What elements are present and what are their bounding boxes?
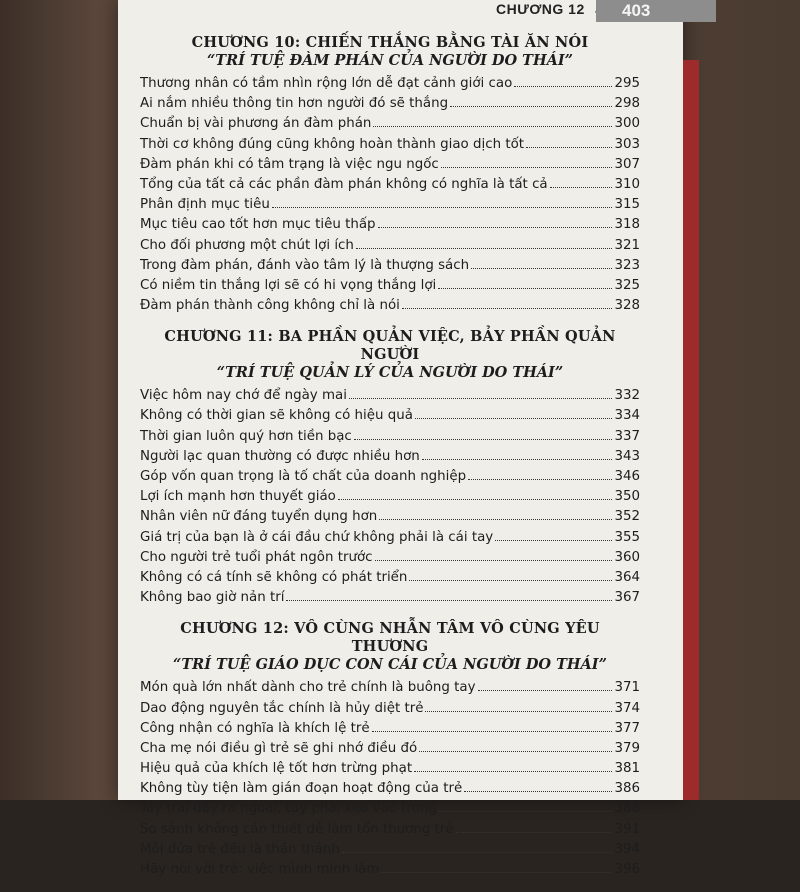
toc-entry[interactable]: [140, 820, 640, 840]
toc-entry-title: Thời gian luôn quý hơn tiền bạc: [140, 428, 352, 444]
running-header: [496, 0, 606, 18]
toc-entry-title: Giá trị của bạn là ở cái đầu chứ không phải là cái tay: [140, 529, 494, 545]
toc-entry[interactable]: [140, 487, 640, 507]
chapter-subtitle: “TRÍ TUỆ QUẢN LÝ CỦA NGƯỜI DO THÁI”: [216, 364, 564, 382]
toc-entry-title: Không có cá tính sẽ không có phát triển: [140, 569, 408, 585]
toc-entry-page: 396: [614, 862, 640, 877]
toc-entry-page: 318: [614, 217, 640, 233]
toc-entry[interactable]: [140, 699, 640, 719]
toc-entry-title: Hiệu quả của khích lệ tốt hơn trừng phạt: [140, 761, 413, 777]
toc-entry-page: 325: [614, 277, 640, 293]
toc-entry-title: Cha mẹ nói điều gì trẻ sẽ ghi nhớ điều đó: [140, 740, 418, 756]
toc-entry-page: 377: [614, 720, 640, 736]
toc-entry[interactable]: [140, 840, 640, 860]
toc-entry[interactable]: [140, 427, 640, 447]
dot-leader: [526, 135, 612, 148]
toc-entry-page: 315: [614, 197, 640, 213]
toc-entry-title: Ai nắm nhiều thông tin hơn người đó sẽ thắng: [140, 96, 449, 112]
toc-entry-page: 346: [614, 469, 640, 484]
toc-entry[interactable]: [140, 236, 640, 256]
dot-leader: [495, 528, 612, 541]
dot-leader: [456, 820, 613, 833]
chapter-title: CHƯƠNG 12: VÔ CÙNG NHẪN TÂM VÔ CÙNG YÊU THƯƠNG: [180, 620, 600, 656]
toc-entry[interactable]: [140, 406, 640, 426]
toc-entry-page: 364: [614, 569, 640, 585]
dot-leader: [338, 487, 613, 500]
toc-entry-title: Góp vốn quan trọng là tố chất của doanh nghiệp: [140, 469, 467, 484]
dot-leader: [415, 406, 613, 419]
toc-entry-page: 303: [614, 136, 640, 152]
dot-leader: [349, 386, 613, 399]
toc-entry[interactable]: [140, 256, 640, 276]
table-of-contents: [140, 34, 640, 892]
toc-entry[interactable]: [140, 467, 640, 487]
dot-leader: [354, 427, 613, 440]
dot-leader: [342, 840, 613, 853]
toc-section: [140, 328, 640, 608]
toc-entry-page: 300: [614, 116, 640, 132]
toc-section: [140, 620, 640, 880]
toc-entry-title: Việc hôm nay chớ để ngày mai: [140, 388, 347, 404]
toc-entry-title: Có niềm tin thắng lợi sẽ có hi vọng thắng lợi: [140, 277, 437, 293]
toc-entry-page: 334: [614, 408, 640, 424]
toc-entry[interactable]: [140, 175, 640, 195]
toc-entry-title: Mỗi đứa trẻ đều là thần thánh: [140, 841, 340, 857]
dot-leader: [441, 155, 613, 168]
dot-leader: [414, 759, 612, 772]
dot-leader: [419, 739, 612, 752]
toc-entry[interactable]: [140, 447, 640, 467]
toc-section: [140, 34, 640, 316]
dot-leader: [402, 296, 613, 309]
toc-entry-page: 371: [614, 680, 640, 696]
toc-entry[interactable]: [140, 719, 640, 739]
toc-entry-page: 367: [614, 590, 640, 606]
toc-entry[interactable]: [140, 74, 640, 94]
toc-entry[interactable]: [140, 114, 640, 134]
chapter-title: CHƯƠNG 11: BA PHẦN QUẢN VIỆC, BẢY PHẦN QUẢN NGƯỜI: [164, 328, 616, 364]
toc-entry[interactable]: [140, 155, 640, 175]
toc-entry-page: 360: [614, 549, 640, 565]
chapter-subtitle: “TRÍ TUỆ ĐÀM PHÁN CỦA NGƯỜI DO THÁI”: [206, 52, 574, 69]
toc-entry[interactable]: [140, 507, 640, 527]
toc-entry[interactable]: [140, 215, 640, 235]
toc-entry[interactable]: [140, 678, 640, 698]
toc-entry-page: 321: [614, 237, 640, 253]
toc-entry-title: Không tùy tiện làm gián đoạn hoạt động của trẻ: [140, 781, 463, 797]
toc-entry-title: Thời cơ không đúng cũng không hoàn thành giao dịch tốt: [140, 136, 525, 152]
dot-leader: [356, 236, 613, 249]
toc-entry-page: 388: [614, 801, 640, 817]
toc-entry[interactable]: [140, 528, 640, 548]
toc-entry-title: Nhân viên nữ đáng tuyển dụng hơn: [140, 509, 378, 525]
toc-entry-page: 386: [614, 781, 640, 797]
dot-leader: [478, 678, 613, 691]
toc-entry-title: Thương nhân có tầm nhìn rộng lớn dễ đạt cảnh giới cao: [140, 76, 513, 91]
dot-leader: [550, 175, 613, 188]
toc-entry-title: Chuẩn bị vài phương án đàm phán: [140, 116, 372, 132]
toc-entry-title: Dao động nguyên tắc chính là hủy diệt trẻ: [140, 700, 424, 716]
toc-entry[interactable]: [140, 860, 640, 880]
toc-entry[interactable]: [140, 135, 640, 155]
toc-entry-page: 352: [614, 509, 640, 525]
running-chapter-label: CHƯƠNG 12: [496, 1, 585, 17]
dot-leader: [378, 215, 613, 228]
toc-entry-title: Người lạc quan thường có được nhiều hơn: [140, 448, 420, 464]
toc-entry-page: 332: [614, 388, 640, 404]
dot-leader: [471, 256, 612, 269]
dot-leader: [464, 779, 612, 792]
dot-leader: [381, 860, 612, 873]
toc-entry-title: Đàm phán thành công không chỉ là nói: [140, 298, 400, 314]
toc-entry[interactable]: [140, 779, 640, 799]
toc-entry-title: Mục tiêu cao tốt hơn mục tiêu thấp: [140, 217, 376, 233]
toc-entry[interactable]: [140, 276, 640, 296]
toc-entry[interactable]: [140, 296, 640, 316]
toc-entry-title: Không bao giờ nản trí: [140, 590, 285, 606]
dot-leader: [514, 74, 612, 87]
dot-leader: [286, 588, 612, 601]
toc-entry-page: 310: [614, 176, 640, 192]
dot-leader: [438, 276, 612, 289]
chapter-title: CHƯƠNG 10: CHIẾN THẮNG BẰNG TÀI ĂN NÓI: [191, 34, 589, 51]
toc-entry-page: 337: [614, 428, 640, 444]
dot-leader: [379, 507, 612, 520]
chapter-subtitle: “TRÍ TUỆ GIÁO DỤC CON CÁI CỦA NGƯỜI DO THÁI”: [173, 656, 607, 674]
dot-leader: [425, 699, 612, 712]
toc-entry-page: 307: [614, 156, 640, 172]
dot-leader: [272, 195, 613, 208]
toc-entry-page: 343: [614, 448, 640, 464]
toc-entry-page: 355: [614, 529, 640, 545]
dot-leader: [375, 548, 613, 561]
toc-entry-title: Đàm phán khi có tâm trạng là việc ngu ngốc: [140, 156, 439, 172]
toc-entry-page: 381: [614, 761, 640, 777]
dot-leader: [450, 94, 612, 107]
toc-entry[interactable]: [140, 588, 640, 608]
toc-entry-page: 295: [614, 76, 640, 91]
toc-entry-page: 394: [614, 841, 640, 857]
dot-leader: [409, 568, 612, 581]
toc-entry[interactable]: [140, 759, 640, 779]
page-number: 403: [622, 1, 651, 20]
toc-entry-title: Món quà lớn nhất dành cho trẻ chính là buông tay: [140, 680, 476, 696]
book-cover-edge: [683, 60, 699, 800]
toc-entry-title: Tổng của tất cả các phần đàm phán không có nghĩa là tất cả: [140, 176, 548, 192]
toc-entry-title: Cho đối phương một chút lợi ích: [140, 237, 354, 253]
toc-entry-page: 391: [614, 821, 640, 837]
toc-entry[interactable]: [140, 195, 640, 215]
toc-entry-title: Lợi ích mạnh hơn thuyết giáo: [140, 489, 336, 505]
toc-entry[interactable]: [140, 548, 640, 568]
dot-leader: [468, 467, 612, 480]
toc-entry[interactable]: [140, 799, 640, 819]
toc-entry-page: 374: [614, 700, 640, 716]
dot-leader: [372, 719, 613, 732]
toc-entry-title: Trong đàm phán, đánh vào tâm lý là thượng sách: [140, 257, 470, 273]
toc-entry-title: Cho người trẻ tuổi phát ngôn trước: [140, 549, 373, 565]
dot-leader: [373, 114, 612, 127]
toc-entry-title: Tay trái đẩy ra ngoài, tay phải kéo vào trong: [140, 801, 437, 817]
toc-entry-title: Phân định mục tiêu: [140, 197, 270, 213]
toc-entry-title: Không có thời gian sẽ không có hiệu quả: [140, 408, 413, 424]
dot-leader: [439, 799, 613, 812]
toc-entry-page: 323: [614, 257, 640, 273]
toc-entry-page: 350: [614, 489, 640, 505]
toc-entry-page: 379: [614, 740, 640, 756]
dot-leader: [422, 447, 613, 460]
page-number-tab: [596, 0, 716, 22]
toc-entry[interactable]: [140, 568, 640, 588]
toc-entry-page: 328: [614, 298, 640, 314]
toc-entry[interactable]: [140, 739, 640, 759]
toc-entry-title: Hãy nói với trẻ: việc mình mình làm: [140, 862, 380, 877]
toc-entry[interactable]: [140, 94, 640, 114]
toc-entry-page: 298: [614, 96, 640, 112]
toc-entry-title: Công nhận có nghĩa là khích lệ trẻ: [140, 720, 370, 736]
toc-entry-title: So sánh không cần thiết dễ làm tổn thương trẻ: [140, 821, 454, 837]
toc-entry[interactable]: [140, 386, 640, 406]
